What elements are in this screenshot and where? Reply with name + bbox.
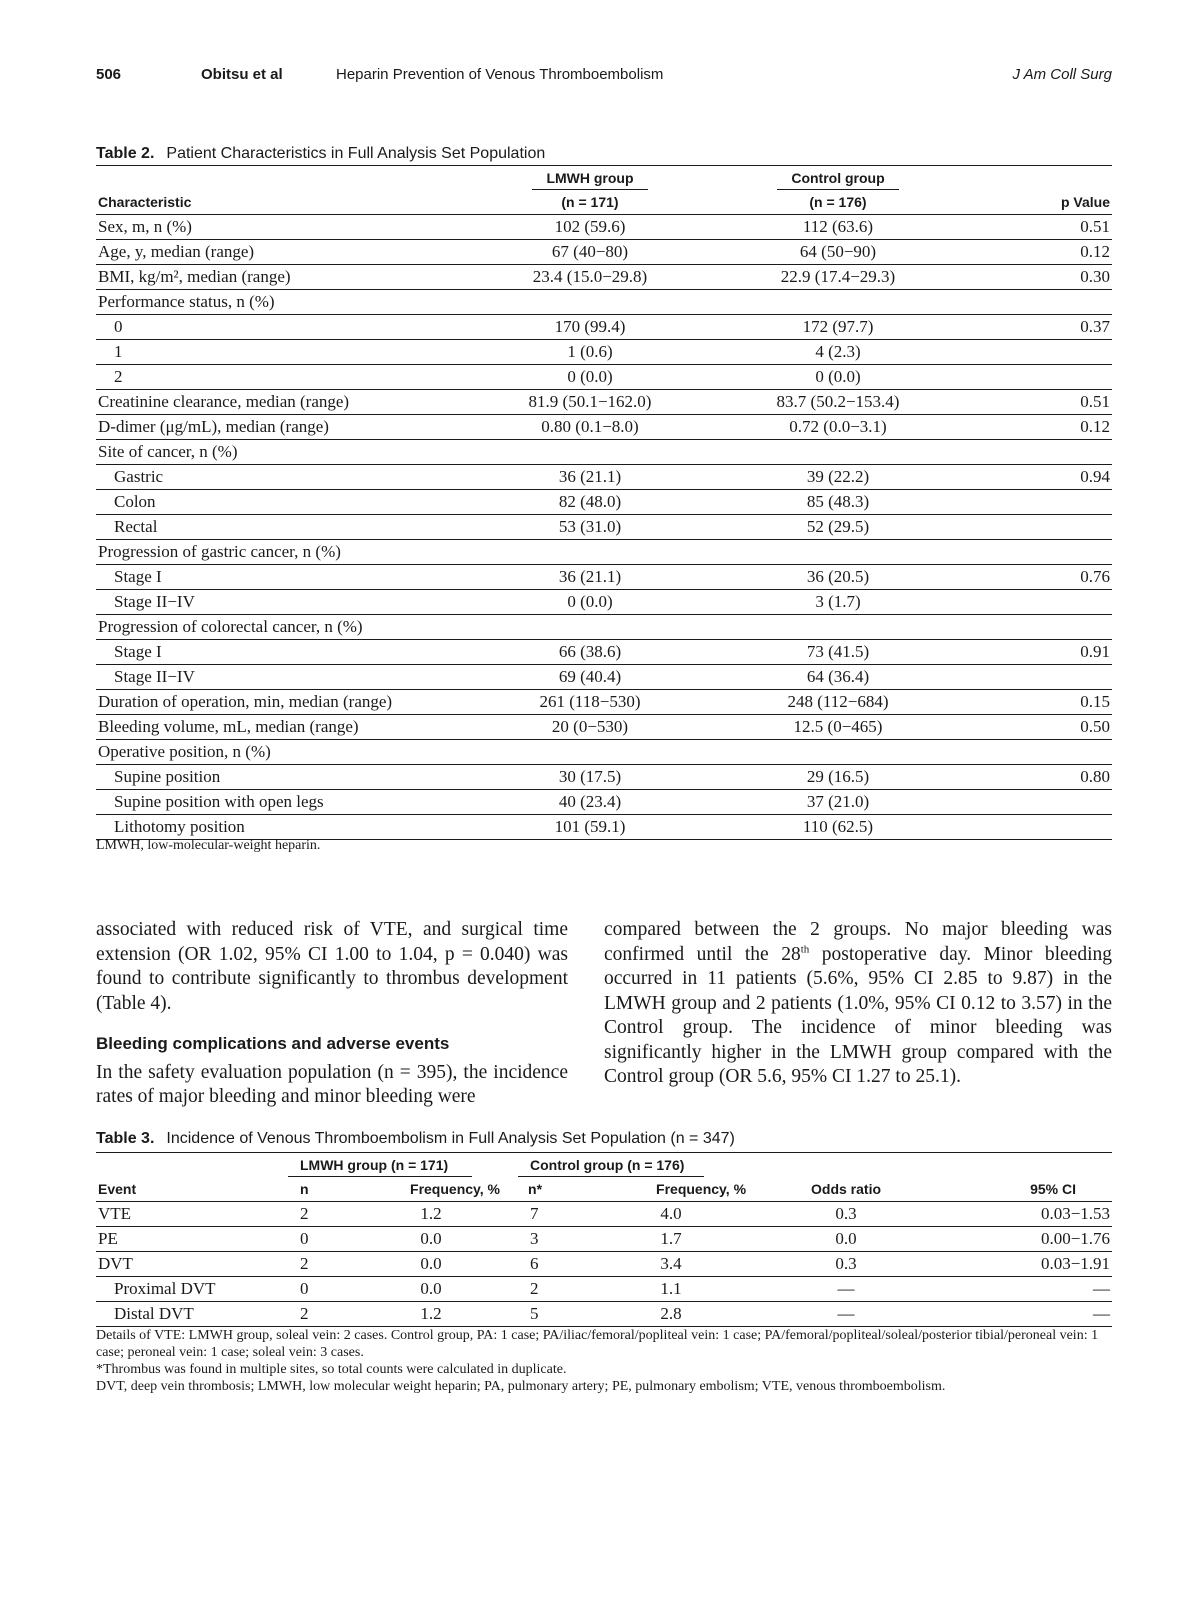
spacer: [684, 565, 744, 590]
spacer: [684, 690, 744, 715]
table3-footnotes: [96, 1327, 1112, 1395]
control-value: 110 (62.5): [744, 815, 932, 840]
control-value: 248 (112−684): [744, 690, 932, 715]
table3-title: Incidence of Venous Thromboembolism in Full Analysis Set Population (n = 347): [166, 1130, 735, 1147]
row-label: Colon: [96, 490, 496, 515]
p-value: [932, 490, 1112, 515]
row-label: 1: [96, 340, 496, 365]
control-frequency: 1.1: [586, 1277, 756, 1302]
table-row: [96, 565, 1112, 590]
event-label: Proximal DVT: [96, 1277, 286, 1302]
lmwh-n: 2: [286, 1302, 346, 1327]
row-label: Stage I: [96, 565, 496, 590]
table-row: [96, 290, 1112, 315]
p-value: 0.80: [932, 765, 1112, 790]
table-row: [96, 490, 1112, 515]
table-row: [96, 540, 1112, 565]
p-value: 0.30: [932, 265, 1112, 290]
row-label: Sex, m, n (%): [96, 215, 496, 240]
p-value: [932, 790, 1112, 815]
table-row: [96, 440, 1112, 465]
row-label: Supine position with open legs: [96, 790, 496, 815]
control-value: 22.9 (17.4−29.3): [744, 265, 932, 290]
row-label: Age, y, median (range): [96, 240, 496, 265]
row-label: 0: [96, 315, 496, 340]
spacer: [684, 415, 744, 440]
control-value: 0.72 (0.0−3.1): [744, 415, 932, 440]
control-value: 4 (2.3): [744, 340, 932, 365]
table-row: [96, 390, 1112, 415]
body-text: compared between the 2 groups. No major bleeding was confirmed until the 28: [604, 919, 1112, 965]
p-value: 0.94: [932, 465, 1112, 490]
confidence-interval: 0.03−1.53: [936, 1202, 1112, 1227]
row-label: Stage II−IV: [96, 665, 496, 690]
spacer: [684, 590, 744, 615]
spacer: [684, 765, 744, 790]
row-label: Rectal: [96, 515, 496, 540]
footnote-line: Details of VTE: LMWH group, soleal vein: 2 cases. Control group, PA: 1 case; PA/iliac/femoral/popliteal vein: 1 case; PA/femoral/popliteal/soleal/posterior tibial/peroneal vein: 1 case; peroneal vein: 1 case; soleal vein: 3 cases.: [96, 1328, 1099, 1360]
table-row: [96, 690, 1112, 715]
lmwh-value: [496, 440, 684, 465]
table-row: [96, 715, 1112, 740]
p-value: 0.76: [932, 565, 1112, 590]
spacer: [684, 465, 744, 490]
table-row: [96, 265, 1112, 290]
table-row: [96, 790, 1112, 815]
p-value: 0.15: [932, 690, 1112, 715]
table-row: [96, 640, 1112, 665]
table-row: [96, 1252, 1112, 1277]
table2-lmwh-group-header: LMWH group: [532, 167, 647, 190]
row-label: Performance status, n (%): [96, 290, 496, 315]
table3-event-header: Event: [96, 1177, 286, 1202]
table-row: [96, 365, 1112, 390]
lmwh-value: 0 (0.0): [496, 365, 684, 390]
lmwh-value: [496, 615, 684, 640]
table2-caption: [96, 145, 545, 163]
table2-header-row-1: [96, 166, 1112, 191]
table3: [96, 1152, 1112, 1327]
p-value: [932, 340, 1112, 365]
lmwh-value: 23.4 (15.0−29.8): [496, 265, 684, 290]
table-row: [96, 1302, 1112, 1327]
spacer: [684, 490, 744, 515]
p-value: [932, 440, 1112, 465]
p-value: [932, 815, 1112, 840]
lmwh-frequency: 0.0: [346, 1227, 516, 1252]
table3-lmwh-group-header: LMWH group (n = 171): [288, 1154, 472, 1177]
lmwh-frequency: 0.0: [346, 1277, 516, 1302]
table2-characteristic-header: Characteristic: [96, 190, 496, 215]
lmwh-value: 261 (118−530): [496, 690, 684, 715]
p-value: 0.91: [932, 640, 1112, 665]
control-n: 3: [516, 1227, 586, 1252]
table-row: [96, 1202, 1112, 1227]
control-frequency: 3.4: [586, 1252, 756, 1277]
row-label: Lithotomy position: [96, 815, 496, 840]
row-label: Progression of gastric cancer, n (%): [96, 540, 496, 565]
control-frequency: 2.8: [586, 1302, 756, 1327]
lmwh-value: 20 (0−530): [496, 715, 684, 740]
row-label: Duration of operation, min, median (range): [96, 690, 496, 715]
row-label: Supine position: [96, 765, 496, 790]
table2-pvalue-header: p Value: [932, 190, 1112, 215]
control-n: 7: [516, 1202, 586, 1227]
lmwh-value: 101 (59.1): [496, 815, 684, 840]
table3-header-row-2: [96, 1177, 1112, 1202]
table-row: [96, 1227, 1112, 1252]
table-row: [96, 1277, 1112, 1302]
table-row: [96, 340, 1112, 365]
event-label: DVT: [96, 1252, 286, 1277]
odds-ratio: 0.3: [756, 1202, 936, 1227]
table-row: [96, 740, 1112, 765]
control-frequency: 4.0: [586, 1202, 756, 1227]
table3-control-n-header: n*: [516, 1177, 586, 1202]
lmwh-value: [496, 290, 684, 315]
lmwh-n: 2: [286, 1252, 346, 1277]
body-paragraph: associated with reduced risk of VTE, and surgical time extension (OR 1.02, 95% CI 1.00 to 1.04, p = 0.040) was found to contribute significantly to thrombus development (Table 4).: [96, 919, 568, 1014]
row-label: Progression of colorectal cancer, n (%): [96, 615, 496, 640]
table-row: [96, 815, 1112, 840]
control-value: 83.7 (50.2−153.4): [744, 390, 932, 415]
table3-lmwh-n-header: n: [286, 1177, 346, 1202]
page-number: 506: [96, 66, 122, 83]
row-label: Bleeding volume, mL, median (range): [96, 715, 496, 740]
control-value: [744, 615, 932, 640]
table-row: [96, 240, 1112, 265]
body-column-left: [96, 918, 568, 1110]
odds-ratio: —: [756, 1277, 936, 1302]
event-label: Distal DVT: [96, 1302, 286, 1327]
confidence-interval: —: [936, 1277, 1112, 1302]
lmwh-frequency: 1.2: [346, 1202, 516, 1227]
p-value: [932, 590, 1112, 615]
row-label: D-dimer (μg/mL), median (range): [96, 415, 496, 440]
lmwh-value: 36 (21.1): [496, 465, 684, 490]
p-value: 0.12: [932, 415, 1112, 440]
confidence-interval: 0.03−1.91: [936, 1252, 1112, 1277]
table3-control-group-header: Control group (n = 176): [518, 1154, 704, 1177]
control-value: 172 (97.7): [744, 315, 932, 340]
control-value: [744, 540, 932, 565]
event-label: VTE: [96, 1202, 286, 1227]
spacer: [684, 815, 744, 840]
lmwh-n: 0: [286, 1227, 346, 1252]
running-authors: Obitsu et al: [201, 66, 283, 83]
control-frequency: 1.7: [586, 1227, 756, 1252]
row-label: Site of cancer, n (%): [96, 440, 496, 465]
section-heading: Bleeding complications and adverse events: [96, 1034, 450, 1053]
control-value: 112 (63.6): [744, 215, 932, 240]
p-value: [932, 290, 1112, 315]
table3-lmwh-freq-header: Frequency, %: [346, 1177, 516, 1202]
spacer: [684, 240, 744, 265]
p-value: [932, 515, 1112, 540]
table2-control-n-header: (n = 176): [744, 190, 932, 215]
table3-label: Table 3.: [96, 1130, 155, 1147]
odds-ratio: 0.3: [756, 1252, 936, 1277]
control-value: [744, 290, 932, 315]
table2-body: [96, 215, 1112, 840]
spacer: [684, 665, 744, 690]
p-value: 0.50: [932, 715, 1112, 740]
control-value: [744, 740, 932, 765]
body-paragraph: [604, 918, 1112, 1090]
table2-lmwh-n-header: (n = 171): [496, 190, 684, 215]
lmwh-value: 30 (17.5): [496, 765, 684, 790]
lmwh-value: 67 (40−80): [496, 240, 684, 265]
body-column-right: [604, 918, 1112, 1090]
row-label: Gastric: [96, 465, 496, 490]
spacer: [684, 515, 744, 540]
control-value: 29 (16.5): [744, 765, 932, 790]
superscript: th: [800, 943, 810, 955]
table2-header-row-2: [96, 190, 1112, 215]
journal-name: J Am Coll Surg: [1012, 66, 1112, 83]
control-value: 12.5 (0−465): [744, 715, 932, 740]
body-text: postoperative day. Minor bleeding occurred in 11 patients (5.6%, 95% CI 2.85 to 9.87) in the LMWH group and 2 patients (1.0%, 95% CI 0.12 to 3.57) in the Control group. The incidence of minor bleeding was significantly higher in the LMWH group compared with the Control group (OR 5.6, 95% CI 1.27 to 25.1).: [604, 943, 1112, 1087]
control-value: 52 (29.5): [744, 515, 932, 540]
table3-odds-ratio-header: Odds ratio: [756, 1177, 936, 1202]
spacer: [684, 365, 744, 390]
lmwh-value: 36 (21.1): [496, 565, 684, 590]
spacer: [684, 315, 744, 340]
lmwh-n: 0: [286, 1277, 346, 1302]
spacer: [684, 740, 744, 765]
table-row: [96, 665, 1112, 690]
table-row: [96, 515, 1112, 540]
table-row: [96, 590, 1112, 615]
control-value: 39 (22.2): [744, 465, 932, 490]
spacer: [684, 265, 744, 290]
odds-ratio: —: [756, 1302, 936, 1327]
running-head: [96, 66, 1112, 88]
table-row: [96, 765, 1112, 790]
spacer: [684, 440, 744, 465]
lmwh-value: 170 (99.4): [496, 315, 684, 340]
p-value: [932, 365, 1112, 390]
p-value: [932, 740, 1112, 765]
p-value: 0.12: [932, 240, 1112, 265]
lmwh-frequency: 1.2: [346, 1302, 516, 1327]
control-value: 64 (36.4): [744, 665, 932, 690]
control-value: 0 (0.0): [744, 365, 932, 390]
row-label: 2: [96, 365, 496, 390]
p-value: 0.37: [932, 315, 1112, 340]
spacer: [684, 390, 744, 415]
lmwh-value: 102 (59.6): [496, 215, 684, 240]
control-value: [744, 440, 932, 465]
table2-control-group-header: Control group: [777, 167, 898, 190]
control-n: 2: [516, 1277, 586, 1302]
spacer: [684, 615, 744, 640]
lmwh-value: 66 (38.6): [496, 640, 684, 665]
table2-footnote: LMWH, low-molecular-weight heparin.: [96, 838, 321, 853]
lmwh-value: [496, 540, 684, 565]
p-value: 0.51: [932, 390, 1112, 415]
p-value: 0.51: [932, 215, 1112, 240]
lmwh-frequency: 0.0: [346, 1252, 516, 1277]
table-row: [96, 465, 1112, 490]
p-value: [932, 540, 1112, 565]
footnote-line: *Thrombus was found in multiple sites, so total counts were calculated in duplicate.: [96, 1362, 567, 1377]
control-value: 3 (1.7): [744, 590, 932, 615]
p-value: [932, 615, 1112, 640]
control-value: 73 (41.5): [744, 640, 932, 665]
lmwh-n: 2: [286, 1202, 346, 1227]
control-value: 85 (48.3): [744, 490, 932, 515]
table2: [96, 165, 1112, 840]
table-row: [96, 415, 1112, 440]
row-label: Stage I: [96, 640, 496, 665]
spacer: [684, 540, 744, 565]
odds-ratio: 0.0: [756, 1227, 936, 1252]
table-row: [96, 315, 1112, 340]
lmwh-value: 0 (0.0): [496, 590, 684, 615]
lmwh-value: 82 (48.0): [496, 490, 684, 515]
lmwh-value: 0.80 (0.1−8.0): [496, 415, 684, 440]
control-value: 36 (20.5): [744, 565, 932, 590]
row-label: Operative position, n (%): [96, 740, 496, 765]
footnote-line: DVT, deep vein thrombosis; LMWH, low molecular weight heparin; PA, pulmonary artery; PE, pulmonary embolism; VTE, venous thromboembolism.: [96, 1379, 946, 1394]
running-title: Heparin Prevention of Venous Thromboembolism: [336, 66, 664, 83]
event-label: PE: [96, 1227, 286, 1252]
body-paragraph: In the safety evaluation population (n = 395), the incidence rates of major bleeding and minor bleeding were: [96, 1061, 568, 1107]
control-value: 37 (21.0): [744, 790, 932, 815]
spacer: [684, 340, 744, 365]
row-label: Creatinine clearance, median (range): [96, 390, 496, 415]
table3-header-row-1: [96, 1153, 1112, 1178]
table3-body: [96, 1202, 1112, 1327]
control-value: 64 (50−90): [744, 240, 932, 265]
lmwh-value: 1 (0.6): [496, 340, 684, 365]
spacer: [684, 290, 744, 315]
lmwh-value: 53 (31.0): [496, 515, 684, 540]
table2-title: Patient Characteristics in Full Analysis Set Population: [166, 145, 546, 162]
spacer: [684, 640, 744, 665]
table2-label: Table 2.: [96, 145, 155, 162]
table-row: [96, 215, 1112, 240]
confidence-interval: —: [936, 1302, 1112, 1327]
spacer: [684, 215, 744, 240]
table3-control-freq-header: Frequency, %: [586, 1177, 756, 1202]
p-value: [932, 665, 1112, 690]
table3-caption: [96, 1130, 735, 1148]
lmwh-value: [496, 740, 684, 765]
spacer: [684, 715, 744, 740]
spacer: [684, 790, 744, 815]
row-label: BMI, kg/m², median (range): [96, 265, 496, 290]
table3-ci-header: 95% CI: [936, 1177, 1112, 1202]
table-row: [96, 615, 1112, 640]
confidence-interval: 0.00−1.76: [936, 1227, 1112, 1252]
lmwh-value: 81.9 (50.1−162.0): [496, 390, 684, 415]
row-label: Stage II−IV: [96, 590, 496, 615]
control-n: 6: [516, 1252, 586, 1277]
lmwh-value: 40 (23.4): [496, 790, 684, 815]
control-n: 5: [516, 1302, 586, 1327]
lmwh-value: 69 (40.4): [496, 665, 684, 690]
